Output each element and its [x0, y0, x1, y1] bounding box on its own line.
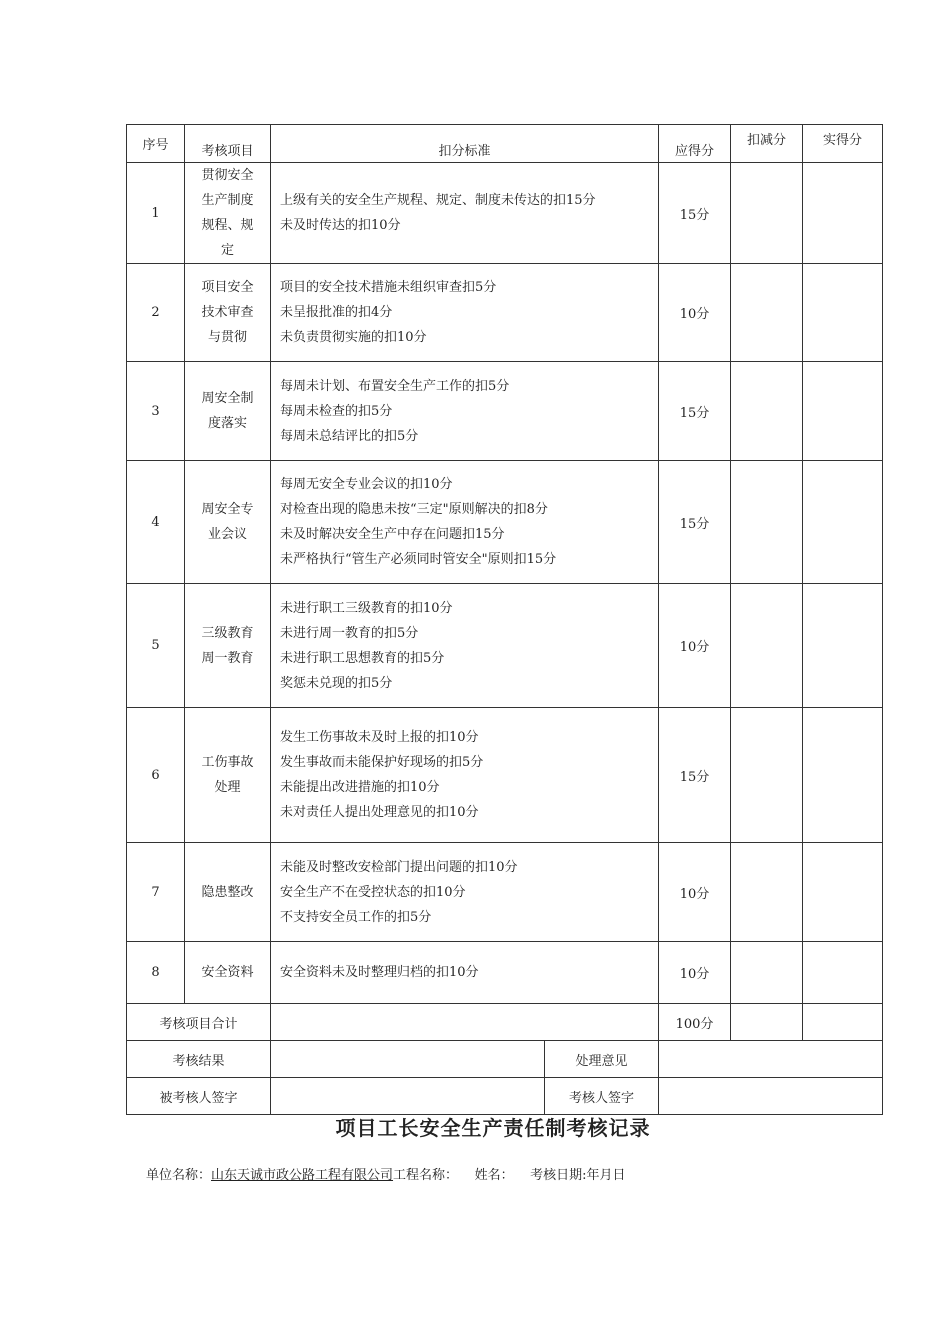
row-deduct-cell[interactable] — [731, 843, 803, 942]
unit-name: 山东天诚市政公路工程有限公司 — [211, 1168, 394, 1183]
examiner-signature-label: 考核人签字 — [545, 1078, 659, 1115]
name-label: 姓名： — [474, 1168, 514, 1183]
table-row — [127, 264, 883, 362]
standard-line: 未进行周一教育的扣5分 — [280, 625, 419, 641]
standard-line: 未能及时整改安检部门提出问题的扣10分 — [280, 859, 518, 875]
total-standard-cell — [271, 1004, 659, 1041]
table-row — [127, 163, 883, 264]
row-item: 工伤事故处理 — [185, 708, 271, 843]
row-score: 10分 — [659, 264, 731, 362]
header-deduct: 扣减分 — [731, 125, 803, 163]
standard-line: 每周未检查的扣5分 — [280, 403, 393, 419]
total-row — [127, 1004, 883, 1041]
standard-line: 未能提出改进措施的扣10分 — [280, 780, 440, 795]
standard-line: 未呈报批准的扣4分 — [280, 305, 393, 320]
project-label: 工程名称： — [393, 1168, 459, 1183]
row-item: 项目安全技术审查与贯彻 — [185, 264, 271, 362]
total-label: 考核项目合计 — [127, 1004, 271, 1041]
result-value-cell[interactable] — [271, 1041, 545, 1078]
row-item: 周安全专业会议 — [185, 461, 271, 584]
row-seq: 8 — [127, 942, 185, 1004]
row-score: 10分 — [659, 584, 731, 708]
standard-line: 每周无安全专业会议的扣10分 — [280, 477, 453, 492]
standard-line: 发生工伤事故未及时上报的扣10分 — [280, 730, 479, 745]
row-deduct-cell[interactable] — [731, 461, 803, 584]
info-line — [146, 1164, 626, 1183]
row-item: 贯彻安全生产制度规程、规定 — [185, 163, 271, 264]
row-seq: 4 — [127, 461, 185, 584]
row-seq: 7 — [127, 843, 185, 942]
row-seq: 1 — [127, 163, 185, 264]
row-deduct-cell[interactable] — [731, 362, 803, 461]
row-deduct-cell[interactable] — [731, 584, 803, 708]
standard-line: 未及时解决安全生产中存在问题扣15分 — [280, 527, 505, 542]
row-standards — [271, 708, 659, 843]
row-score: 10分 — [659, 843, 731, 942]
header-seq: 序号 — [127, 125, 185, 163]
standard-line: 每周未计划、布置安全生产工作的扣5分 — [280, 378, 510, 394]
row-standards — [271, 362, 659, 461]
row-actual-cell[interactable] — [803, 362, 883, 461]
row-actual-cell[interactable] — [803, 584, 883, 708]
header-actual: 实得分 — [803, 125, 883, 163]
header-score: 应得分 — [659, 125, 731, 163]
opinion-label: 处理意见 — [545, 1041, 659, 1078]
signature-row — [127, 1078, 883, 1115]
row-score: 15分 — [659, 461, 731, 584]
row-seq: 6 — [127, 708, 185, 843]
total-actual-cell[interactable] — [803, 1004, 883, 1041]
header-item: 考核项目 — [185, 125, 271, 163]
total-score: 100分 — [659, 1004, 731, 1041]
table-row — [127, 708, 883, 843]
row-score: 15分 — [659, 708, 731, 843]
row-standards — [271, 843, 659, 942]
unit-label: 单位名称： — [146, 1168, 212, 1183]
standard-line: 安全资料未及时整理归档的扣10分 — [280, 965, 479, 980]
page-title: 项目工长安全生产责任制考核记录 — [335, 1116, 651, 1140]
standard-line: 发生事故而未能保护好现场的扣5分 — [280, 755, 484, 770]
standard-line: 未进行职工思想教育的扣5分 — [280, 650, 445, 666]
standard-line: 未进行职工三级教育的扣10分 — [280, 600, 453, 616]
date-label: 考核日期:年月日 — [530, 1168, 626, 1183]
opinion-value-cell[interactable] — [659, 1041, 883, 1078]
examinee-signature-cell[interactable] — [271, 1078, 545, 1115]
row-score: 15分 — [659, 362, 731, 461]
table-row — [127, 461, 883, 584]
assessment-table — [126, 124, 883, 1115]
row-seq: 3 — [127, 362, 185, 461]
standard-line: 每周未总结评比的扣5分 — [280, 428, 419, 444]
total-deduct-cell[interactable] — [731, 1004, 803, 1041]
row-standards — [271, 163, 659, 264]
row-seq: 5 — [127, 584, 185, 708]
standard-line: 未严格执行“管生产必须同时管安全"原则扣15分 — [280, 552, 557, 567]
standard-line: 未及时传达的扣10分 — [280, 218, 401, 233]
header-standard: 扣分标准 — [271, 125, 659, 163]
row-item: 安全资料 — [185, 942, 271, 1004]
row-deduct-cell[interactable] — [731, 264, 803, 362]
table-row — [127, 584, 883, 708]
row-seq: 2 — [127, 264, 185, 362]
standard-line: 项目的安全技术措施未组织审查扣5分 — [280, 280, 497, 295]
row-standards — [271, 461, 659, 584]
row-item: 三级教育周一教育 — [185, 584, 271, 708]
row-standards — [271, 942, 659, 1004]
row-item: 隐患整改 — [185, 843, 271, 942]
standard-line: 未对责任人提出处理意见的扣10分 — [280, 805, 479, 820]
row-deduct-cell[interactable] — [731, 708, 803, 843]
result-row — [127, 1041, 883, 1078]
row-deduct-cell[interactable] — [731, 942, 803, 1004]
standard-line: 对检查出现的隐患未按“三定"原则解决的扣8分 — [280, 502, 548, 517]
row-score: 15分 — [659, 163, 731, 264]
row-actual-cell[interactable] — [803, 163, 883, 264]
table-row — [127, 843, 883, 942]
table-row — [127, 362, 883, 461]
row-actual-cell[interactable] — [803, 461, 883, 584]
result-label: 考核结果 — [127, 1041, 271, 1078]
header-row — [127, 125, 883, 163]
row-standards — [271, 584, 659, 708]
standard-line: 奖惩未兑现的扣5分 — [280, 675, 393, 691]
row-score: 10分 — [659, 942, 731, 1004]
row-actual-cell[interactable] — [803, 708, 883, 843]
row-standards — [271, 264, 659, 362]
standard-line: 安全生产不在受控状态的扣10分 — [280, 884, 466, 900]
row-actual-cell[interactable] — [803, 264, 883, 362]
row-deduct-cell[interactable] — [731, 163, 803, 264]
standard-line: 不支持安全员工作的扣5分 — [280, 909, 432, 925]
row-actual-cell[interactable] — [803, 843, 883, 942]
row-item: 周安全制度落实 — [185, 362, 271, 461]
examinee-signature-label: 被考核人签字 — [127, 1078, 271, 1115]
row-actual-cell[interactable] — [803, 942, 883, 1004]
examiner-signature-cell[interactable] — [659, 1078, 883, 1115]
standard-line: 上级有关的安全生产规程、规定、制度未传达的扣15分 — [280, 193, 596, 208]
standard-line: 未负责贯彻实施的扣10分 — [280, 330, 427, 345]
table-row — [127, 942, 883, 1004]
